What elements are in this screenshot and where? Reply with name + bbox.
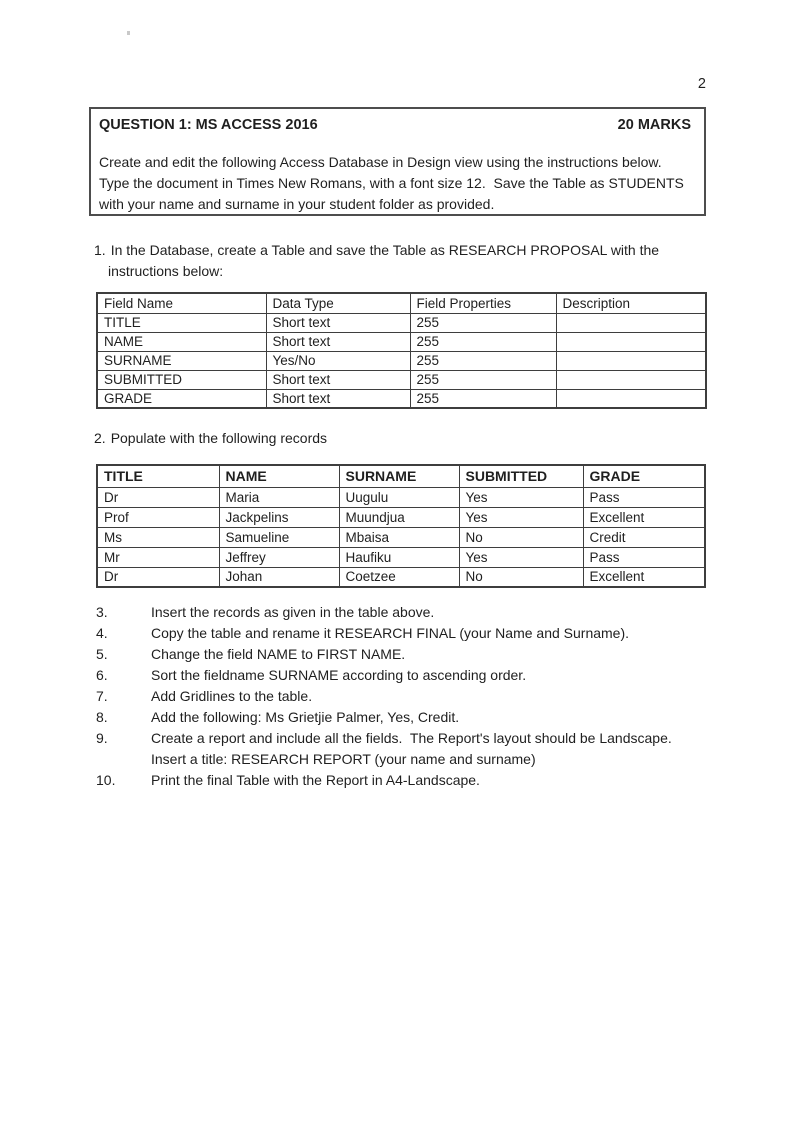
- table-row: [97, 547, 705, 567]
- table-cell: Mr: [97, 547, 219, 567]
- list-item-5: [96, 644, 710, 665]
- list-item-text: Copy the table and rename it RESEARCH FINAL (your Name and Surname).: [151, 625, 630, 641]
- table-cell: Jeffrey: [219, 547, 339, 567]
- list-item-text: Change the field NAME to FIRST NAME.: [151, 646, 406, 662]
- table-cell: Uugulu: [339, 487, 459, 507]
- table-cell: 255: [410, 332, 556, 351]
- table-cell: Muundjua: [339, 507, 459, 527]
- table-row: [97, 351, 706, 370]
- table-cell: Jackpelins: [219, 507, 339, 527]
- question-box-header: [99, 116, 691, 135]
- table-row: [97, 527, 705, 547]
- column-header-description: Description: [556, 293, 706, 313]
- table-cell: [556, 389, 706, 408]
- table-cell: SURNAME: [97, 351, 266, 370]
- column-header-field-name: Field Name: [97, 293, 266, 313]
- table-cell: Yes: [459, 487, 583, 507]
- list-item-number: 5.: [96, 646, 108, 662]
- table-cell: Short text: [266, 389, 410, 408]
- table-cell: Haufiku: [339, 547, 459, 567]
- list-item-number: 3.: [96, 604, 108, 620]
- table-cell: Johan: [219, 567, 339, 587]
- table-cell: [556, 351, 706, 370]
- table-row: [97, 332, 706, 351]
- table-cell: Pass: [583, 487, 705, 507]
- scan-artifact: [127, 31, 130, 35]
- list-item-8: [96, 707, 710, 728]
- table-row: [97, 389, 706, 408]
- list-item-number: 7.: [96, 688, 108, 704]
- column-header-field-properties: Field Properties: [410, 293, 556, 313]
- list-item-3: [96, 602, 710, 623]
- table-cell: Samueline: [219, 527, 339, 547]
- table-row: [97, 507, 705, 527]
- table-cell: Excellent: [583, 507, 705, 527]
- table-cell: [556, 313, 706, 332]
- question-instructions: Create and edit the following Access Database in Design view using the instructions below. Type the document in Times New Romans, with a font size 12. Save the Table as STUDENTS with your name and surname in your student folder as provided.: [99, 154, 688, 212]
- list-item-number: 8.: [96, 709, 108, 725]
- list-item-text: Populate with the following records: [110, 430, 328, 446]
- table-row: [97, 370, 706, 389]
- question-marks: 20 MARKS: [617, 117, 691, 133]
- table-row: [97, 487, 705, 507]
- column-header-submitted: SUBMITTED: [459, 465, 583, 487]
- table-row: [97, 567, 705, 587]
- table-cell: NAME: [97, 332, 266, 351]
- list-item-7: [96, 686, 710, 707]
- page-number: 2: [697, 76, 706, 92]
- list-item-number: 9.: [96, 730, 108, 746]
- table-cell: GRADE: [97, 389, 266, 408]
- question-title: QUESTION 1: MS ACCESS 2016: [99, 117, 318, 133]
- table-cell: Dr: [97, 567, 219, 587]
- table-cell: Yes: [459, 547, 583, 567]
- question-box: [89, 107, 706, 216]
- column-header-name: NAME: [219, 465, 339, 487]
- list-item-text: Sort the fieldname SURNAME according to ascending order.: [151, 667, 527, 683]
- table-cell: Short text: [266, 332, 410, 351]
- list-item-4: [96, 623, 710, 644]
- table-cell: 255: [410, 313, 556, 332]
- table-cell: 255: [410, 370, 556, 389]
- list-item-text: Print the final Table with the Report in A4-Landscape.: [151, 772, 480, 788]
- table-cell: Excellent: [583, 567, 705, 587]
- column-header-surname: SURNAME: [339, 465, 459, 487]
- table-cell: Pass: [583, 547, 705, 567]
- table-cell: 255: [410, 389, 556, 408]
- table-cell: Yes: [459, 507, 583, 527]
- table-header-row: [97, 293, 706, 313]
- instructions-list: [96, 602, 710, 791]
- list-item-text: Insert the records as given in the table above.: [151, 604, 435, 620]
- list-item-text: Add Gridlines to the table.: [151, 688, 313, 704]
- table-cell: Dr: [97, 487, 219, 507]
- table-row: [97, 313, 706, 332]
- list-item-number: 2.: [94, 430, 106, 446]
- table-cell: Ms: [97, 527, 219, 547]
- list-item-9: [96, 728, 710, 770]
- list-item-number: 4.: [96, 625, 108, 641]
- list-item-10: [96, 770, 710, 791]
- list-item-text: Create a report and include all the fields. The Report's layout should be Landscape. Insert a title: RESEARCH REPORT (your name and surname): [151, 730, 680, 767]
- table-cell: No: [459, 527, 583, 547]
- table-cell: Prof: [97, 507, 219, 527]
- table-cell: Short text: [266, 313, 410, 332]
- table-cell: Short text: [266, 370, 410, 389]
- table-cell: Maria: [219, 487, 339, 507]
- table-cell: [556, 370, 706, 389]
- column-header-data-type: Data Type: [266, 293, 410, 313]
- list-item-text: Add the following: Ms Grietjie Palmer, Yes, Credit.: [151, 709, 460, 725]
- table-cell: TITLE: [97, 313, 266, 332]
- table-cell: Coetzee: [339, 567, 459, 587]
- design-view-table: [96, 292, 707, 409]
- list-item-number: 10.: [96, 772, 116, 788]
- table-cell: No: [459, 567, 583, 587]
- table-cell: Credit: [583, 527, 705, 547]
- table-cell: SUBMITTED: [97, 370, 266, 389]
- table-cell: 255: [410, 351, 556, 370]
- records-table: [96, 464, 706, 588]
- table-header-row: [97, 465, 705, 487]
- list-item-6: [96, 665, 710, 686]
- column-header-grade: GRADE: [583, 465, 705, 487]
- table-cell: Yes/No: [266, 351, 410, 370]
- column-header-title: TITLE: [97, 465, 219, 487]
- list-item-number: 6.: [96, 667, 108, 683]
- list-item-1: [94, 240, 722, 282]
- list-item-2: [94, 428, 722, 449]
- list-item-text: In the Database, create a Table and save the Table as RESEARCH PROPOSAL with the instructions below:: [108, 242, 663, 279]
- list-item-number: 1.: [94, 242, 106, 258]
- table-cell: [556, 332, 706, 351]
- table-cell: Mbaisa: [339, 527, 459, 547]
